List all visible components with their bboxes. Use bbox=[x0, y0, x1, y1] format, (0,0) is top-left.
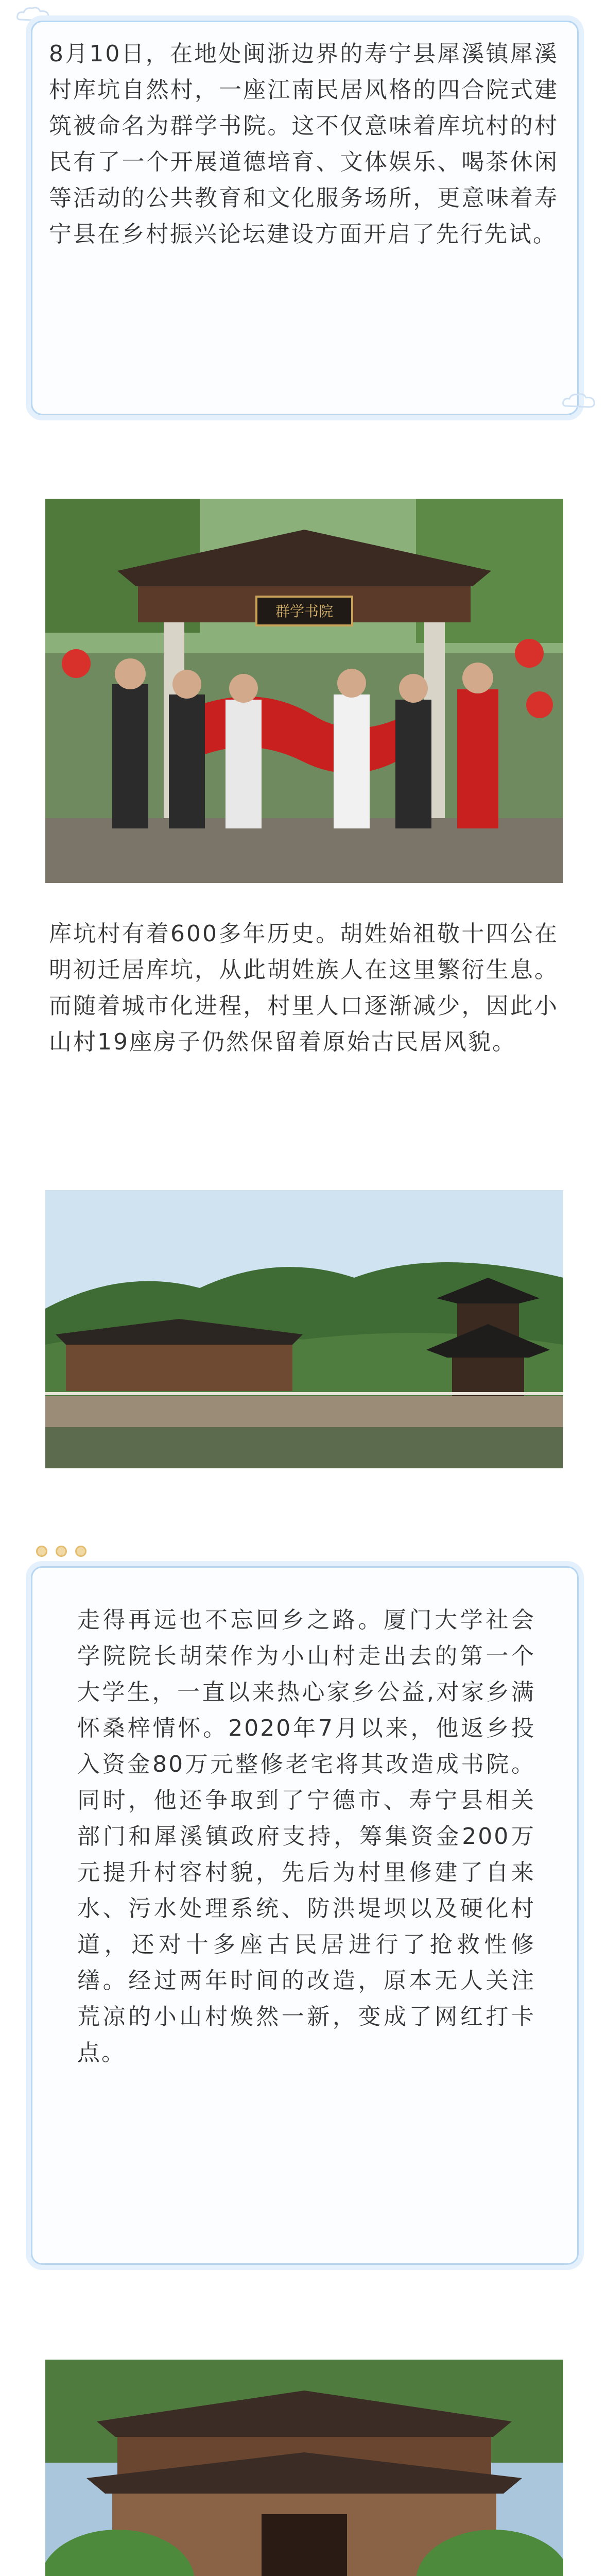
intro-paragraph: 8月10日，在地处闽浙边界的寿宁县犀溪镇犀溪村库坑自然村，一座江南民居风格的四合院式建筑被命名为群学书院。这不仅意味着库坑村的村民有了一个开展道德培育、文体娱乐、喝茶休闲等活动的公共教育和文化服务场所，更意味着寿宁县在乡村振兴论坛建设方面开启了先行先试。 bbox=[49, 41, 559, 247]
cloud-decoration-icon bbox=[15, 5, 51, 23]
decorative-dots-icon bbox=[36, 1546, 86, 1557]
village-landscape-photo bbox=[45, 1190, 563, 1468]
history-paragraph: 库坑村有着600多年历史。胡姓始祖敬十四公在明初迁居库坑，从此胡姓族人在这里繁衍生息。而随着城市化进程，村里人口逐渐减少，因此小山村19座房子仍然保留着原始古民居风貌。 bbox=[49, 921, 559, 1055]
ceremony-photo bbox=[45, 499, 563, 883]
plaque-text: 群学书院 bbox=[275, 603, 334, 620]
cloud-decoration-icon bbox=[561, 392, 597, 409]
alumni-paragraph: 走得再远也不忘回乡之路。厦门大学社会学院院长胡荣作为小山村走出去的第一个大学生，一直以来热心家乡公益,对家乡满怀桑梓情怀。2020年7月以来，他返乡投入资金80万元整修老宅将其改造成书院。同时，他还争取到了宁德市、寿宁县相关部门和犀溪镇政府支持，筹集资金200万元提升村容村貌，先后为村里修建了自来水、污水处理系统、防洪堤坝以及硬化村道，还对十多座古民居进行了抢救性修缮。经过两年时间的改造，原本无人关注荒凉的小山村焕然一新，变成了网红打卡点。 bbox=[77, 1607, 535, 2066]
courtyard-photo bbox=[45, 2360, 563, 2576]
